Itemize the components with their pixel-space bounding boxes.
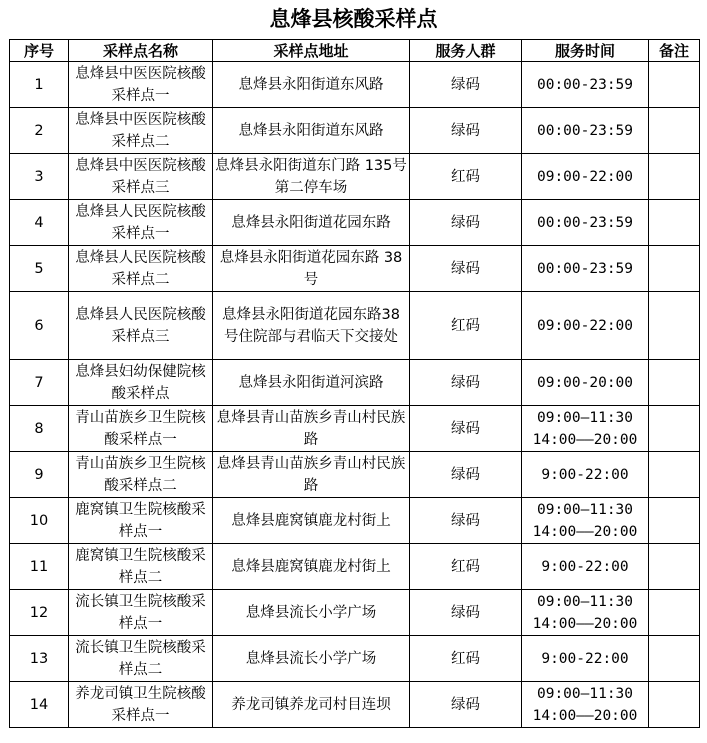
- service-time: [522, 62, 649, 108]
- header-site-address: 采样点地址: [213, 40, 410, 62]
- service-time: [522, 590, 649, 636]
- service-time: [522, 682, 649, 728]
- table-row: [10, 292, 700, 360]
- service-time-line: 14:00——20:00: [532, 431, 638, 448]
- service-time-line: 9:00-22:00: [541, 558, 629, 575]
- site-name: 养龙司镇卫生院核酸采样点一: [69, 682, 213, 728]
- row-number: 1: [10, 62, 69, 108]
- service-time: [522, 154, 649, 200]
- service-time-line: 00:00-23:59: [536, 214, 634, 231]
- site-address: 息烽县永阳街道河滨路: [213, 360, 410, 406]
- table-row: [10, 200, 700, 246]
- row-number: 4: [10, 200, 69, 246]
- site-address: 息烽县永阳街道花园东路: [213, 200, 410, 246]
- service-crowd: 绿码: [410, 682, 522, 728]
- row-number: 9: [10, 452, 69, 498]
- row-number: 8: [10, 406, 69, 452]
- table-row: [10, 360, 700, 406]
- service-time-line: 9:00-22:00: [541, 466, 629, 483]
- service-time: [522, 200, 649, 246]
- service-time: [522, 636, 649, 682]
- row-number: 7: [10, 360, 69, 406]
- note: [649, 544, 700, 590]
- service-time: [522, 360, 649, 406]
- site-address: 息烽县永阳街道东风路: [213, 62, 410, 108]
- service-crowd: 绿码: [410, 498, 522, 544]
- note: [649, 62, 700, 108]
- note: [649, 452, 700, 498]
- table-header-row: [10, 40, 700, 62]
- service-time-line: 09:00-22:00: [536, 168, 634, 185]
- header-note: 备注: [649, 40, 700, 62]
- service-time: [522, 452, 649, 498]
- note: [649, 360, 700, 406]
- site-address: 息烽县鹿窝镇鹿龙村街上: [213, 544, 410, 590]
- service-crowd: 绿码: [410, 246, 522, 292]
- service-time-line: 09:00—11:30: [536, 501, 634, 518]
- site-name: 青山苗族乡卫生院核酸采样点二: [69, 452, 213, 498]
- note: [649, 292, 700, 360]
- site-name: 息烽县中医医院核酸采样点一: [69, 62, 213, 108]
- service-crowd: 绿码: [410, 62, 522, 108]
- note: [649, 154, 700, 200]
- site-name: 息烽县妇幼保健院核酸采样点: [69, 360, 213, 406]
- table-row: [10, 498, 700, 544]
- row-number: 12: [10, 590, 69, 636]
- service-time-line: 9:00-22:00: [541, 650, 629, 667]
- page-title: 息烽县核酸采样点: [269, 7, 438, 31]
- site-address: 养龙司镇养龙司村目连坝: [213, 682, 410, 728]
- site-address: 息烽县流长小学广场: [213, 590, 410, 636]
- site-name: 息烽县中医医院核酸采样点二: [69, 108, 213, 154]
- note: [649, 406, 700, 452]
- service-time-line: 09:00—11:30: [536, 593, 634, 610]
- service-time-line: 09:00-20:00: [536, 374, 634, 391]
- note: [649, 246, 700, 292]
- site-name: 息烽县人民医院核酸采样点二: [69, 246, 213, 292]
- site-name: 息烽县中医医院核酸采样点三: [69, 154, 213, 200]
- site-address: 息烽县永阳街道东风路: [213, 108, 410, 154]
- table-row: [10, 590, 700, 636]
- site-name: 息烽县人民医院核酸采样点三: [69, 292, 213, 360]
- site-name: 鹿窝镇卫生院核酸采样点二: [69, 544, 213, 590]
- table-row: [10, 406, 700, 452]
- site-name: 青山苗族乡卫生院核酸采样点一: [69, 406, 213, 452]
- service-crowd: 绿码: [410, 452, 522, 498]
- service-time-line: 09:00—11:30: [536, 409, 634, 426]
- note: [649, 108, 700, 154]
- site-address: 息烽县鹿窝镇鹿龙村街上: [213, 498, 410, 544]
- site-address: 息烽县永阳街道东门路 135号第二停车场: [213, 154, 410, 200]
- row-number: 10: [10, 498, 69, 544]
- site-name: 息烽县人民医院核酸采样点一: [69, 200, 213, 246]
- site-name: 流长镇卫生院核酸采样点二: [69, 636, 213, 682]
- site-name: 鹿窝镇卫生院核酸采样点一: [69, 498, 213, 544]
- header-site-name: 采样点名称: [69, 40, 213, 62]
- site-address: 息烽县青山苗族乡青山村民族路: [213, 452, 410, 498]
- service-crowd: 红码: [410, 154, 522, 200]
- row-number: 3: [10, 154, 69, 200]
- table-row: [10, 154, 700, 200]
- service-time-line: 14:00——20:00: [532, 615, 638, 632]
- note: [649, 636, 700, 682]
- note: [649, 498, 700, 544]
- service-time-line: 00:00-23:59: [536, 122, 634, 139]
- row-number: 14: [10, 682, 69, 728]
- service-time-line: 14:00——20:00: [532, 523, 638, 540]
- site-address: 息烽县青山苗族乡青山村民族路: [213, 406, 410, 452]
- service-time-line: 09:00—11:30: [536, 685, 634, 702]
- header-service-crowd: 服务人群: [410, 40, 522, 62]
- sampling-sites-table: [9, 39, 700, 728]
- service-time: [522, 292, 649, 360]
- row-number: 6: [10, 292, 69, 360]
- service-crowd: 红码: [410, 544, 522, 590]
- service-crowd: 绿码: [410, 590, 522, 636]
- header-no: 序号: [10, 40, 69, 62]
- table-row: [10, 246, 700, 292]
- note: [649, 682, 700, 728]
- service-time: [522, 246, 649, 292]
- service-crowd: 红码: [410, 636, 522, 682]
- note: [649, 200, 700, 246]
- site-name: 流长镇卫生院核酸采样点一: [69, 590, 213, 636]
- row-number: 5: [10, 246, 69, 292]
- table-row: [10, 108, 700, 154]
- service-time-line: 14:00——20:00: [532, 707, 638, 724]
- table-row: [10, 544, 700, 590]
- table-row: [10, 682, 700, 728]
- service-crowd: 绿码: [410, 200, 522, 246]
- service-crowd: 绿码: [410, 406, 522, 452]
- service-time-line: 09:00-22:00: [536, 317, 634, 334]
- service-time: [522, 498, 649, 544]
- table-row: [10, 636, 700, 682]
- service-time: [522, 544, 649, 590]
- site-address: 息烽县流长小学广场: [213, 636, 410, 682]
- service-crowd: 绿码: [410, 108, 522, 154]
- service-time-line: 00:00-23:59: [536, 76, 634, 93]
- row-number: 11: [10, 544, 69, 590]
- table-row: [10, 62, 700, 108]
- note: [649, 590, 700, 636]
- header-service-time: 服务时间: [522, 40, 649, 62]
- service-time-line: 00:00-23:59: [536, 260, 634, 277]
- site-address: 息烽县永阳街道花园东路 38号: [213, 246, 410, 292]
- service-time: [522, 108, 649, 154]
- service-crowd: 红码: [410, 292, 522, 360]
- service-crowd: 绿码: [410, 360, 522, 406]
- service-time: [522, 406, 649, 452]
- row-number: 2: [10, 108, 69, 154]
- table-row: [10, 452, 700, 498]
- site-address: 息烽县永阳街道花园东路38号住院部与君临天下交接处: [213, 292, 410, 360]
- row-number: 13: [10, 636, 69, 682]
